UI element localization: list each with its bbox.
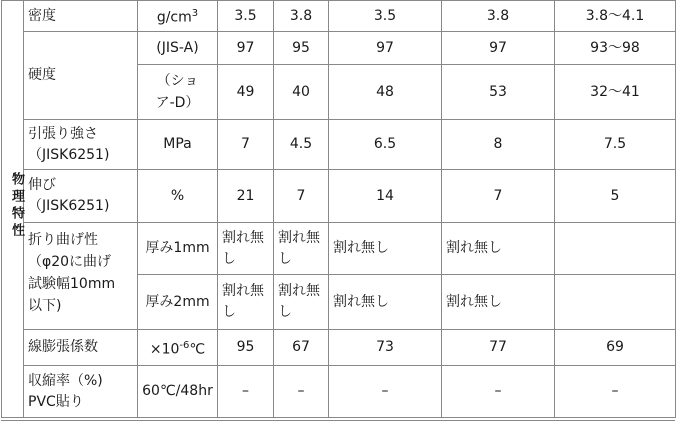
cell-hardness-d-5: 32〜41	[555, 65, 676, 120]
cell-shrinkage-2: –	[274, 366, 329, 418]
prop-shrinkage	[24, 366, 138, 418]
cell-hardness-d-1: 49	[218, 65, 274, 120]
cell-density-1: 3.5	[218, 1, 274, 32]
unit-expansion-tail: ℃	[189, 341, 206, 358]
cell-bending-2mm-2	[274, 275, 329, 330]
prop-bending	[24, 223, 138, 330]
unit-shrinkage: 60℃/48hr	[138, 366, 218, 418]
cell-bending-1mm-2	[274, 223, 329, 275]
prop-shrinkage-line1: 収縮率（%)	[28, 372, 103, 389]
prop-bending-line3: 試験幅10mm	[28, 276, 116, 292]
cell-bending-2mm-4: 割れ無し	[442, 275, 555, 330]
unit-bending-2mm: 厚み2mm	[138, 275, 218, 330]
cell-elongation-2: 7	[274, 170, 329, 223]
prop-elongation-line2: （JISK6251)	[28, 198, 110, 214]
group-label-text: 物理特性	[9, 171, 24, 240]
cell-bending-1mm-1-text: 割れ無し	[222, 229, 264, 267]
cell-elongation-1: 21	[218, 170, 274, 223]
prop-expansion: 線膨張係数	[24, 330, 138, 366]
prop-density: 密度	[24, 1, 138, 32]
cell-density-4: 3.8	[442, 1, 555, 32]
unit-hardness-a: (JIS-A)	[138, 32, 218, 65]
cell-bending-2mm-3: 割れ無し	[329, 275, 442, 330]
cell-tensile-5: 7.5	[555, 120, 676, 170]
cell-elongation-4: 7	[442, 170, 555, 223]
prop-elongation-line1: 伸び	[28, 177, 56, 193]
unit-elongation: %	[138, 170, 218, 223]
table-bottom-border	[1, 420, 675, 423]
cell-hardness-a-3: 97	[329, 32, 442, 65]
cell-bending-1mm-2-text: 割れ無し	[278, 229, 320, 267]
cell-expansion-5: 69	[555, 330, 676, 366]
cell-density-2: 3.8	[274, 1, 329, 32]
cell-bending-2mm-1	[218, 275, 274, 330]
cell-bending-1mm-5	[555, 223, 676, 275]
prop-shrinkage-line2: PVC貼り	[28, 393, 84, 410]
unit-density	[138, 1, 218, 32]
cell-tensile-1: 7	[218, 120, 274, 170]
unit-expansion-base: ×10	[149, 341, 180, 358]
cell-tensile-4: 8	[442, 120, 555, 170]
unit-density-base: g/cm	[156, 9, 192, 26]
unit-tensile: MPa	[138, 120, 218, 170]
prop-hardness: 硬度	[24, 32, 138, 120]
cell-elongation-3: 14	[329, 170, 442, 223]
cell-tensile-3: 6.5	[329, 120, 442, 170]
unit-density-sup: 3	[191, 8, 199, 20]
cell-expansion-3: 73	[329, 330, 442, 366]
unit-expansion-sup: -6	[179, 339, 190, 351]
row-expansion	[2, 330, 676, 366]
row-density	[2, 1, 676, 32]
cell-hardness-a-1: 97	[218, 32, 274, 65]
unit-hardness-d	[138, 65, 218, 120]
group-label-physical-properties	[2, 1, 24, 418]
cell-elongation-5: 5	[555, 170, 676, 223]
prop-tensile	[24, 120, 138, 170]
prop-elongation	[24, 170, 138, 223]
cell-shrinkage-1: –	[218, 366, 274, 418]
prop-tensile-line1: 引張り強さ	[28, 125, 98, 142]
cell-bending-2mm-2-text: 割れ無し	[278, 283, 320, 320]
cell-hardness-a-2: 95	[274, 32, 329, 65]
cell-bending-2mm-5	[555, 275, 676, 330]
row-hardness-a	[2, 32, 676, 65]
unit-expansion	[138, 330, 218, 366]
cell-hardness-d-4: 53	[442, 65, 555, 120]
prop-bending-line4: 以下)	[28, 298, 62, 314]
prop-tensile-line2: （JISK6251)	[28, 146, 110, 163]
prop-bending-line2: （φ20に曲げ	[28, 254, 112, 270]
row-tensile	[2, 120, 676, 170]
row-elongation	[2, 170, 676, 223]
cell-hardness-a-4: 97	[442, 32, 555, 65]
cell-hardness-a-5: 93〜98	[555, 32, 676, 65]
cell-expansion-1: 95	[218, 330, 274, 366]
cell-bending-1mm-3: 割れ無し	[329, 223, 442, 275]
cell-shrinkage-5: –	[555, 366, 676, 418]
cell-hardness-d-3: 48	[329, 65, 442, 120]
cell-density-5: 3.8〜4.1	[555, 1, 676, 32]
unit-bending-1mm: 厚み1mm	[138, 223, 218, 275]
cell-density-3: 3.5	[329, 1, 442, 32]
row-shrinkage	[2, 366, 676, 418]
row-bending-1mm	[2, 223, 676, 275]
cell-shrinkage-4: –	[442, 366, 555, 418]
cell-bending-2mm-1-text: 割れ無し	[222, 283, 264, 320]
properties-table	[1, 0, 676, 418]
cell-hardness-d-2: 40	[274, 65, 329, 120]
cell-expansion-2: 67	[274, 330, 329, 366]
cell-expansion-4: 77	[442, 330, 555, 366]
cell-shrinkage-3: –	[329, 366, 442, 418]
cell-bending-1mm-1	[218, 223, 274, 275]
cell-tensile-2: 4.5	[274, 120, 329, 170]
unit-hardness-d-text: （ショア-D）	[155, 73, 200, 111]
prop-bending-line1: 折り曲げ性	[28, 232, 98, 248]
cell-bending-1mm-4: 割れ無し	[442, 223, 555, 275]
